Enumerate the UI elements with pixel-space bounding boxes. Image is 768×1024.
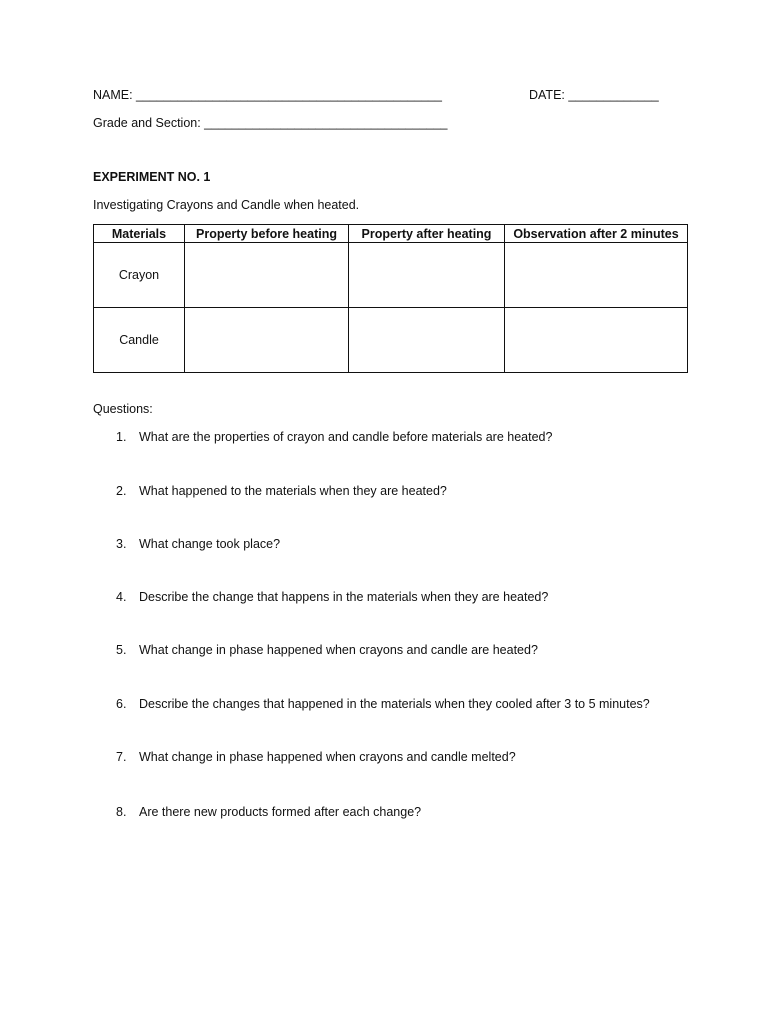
question-number: 6. [116,697,127,711]
question-text: What are the properties of crayon and candle before materials are heated? [139,430,553,444]
question-number: 7. [116,750,127,764]
question-number: 4. [116,590,127,604]
table-header-row [94,225,688,243]
table-header-property-before: Property before heating [185,225,349,243]
property-before-cell [185,308,349,373]
question-text: What change took place? [139,537,281,551]
table-row [94,308,688,373]
experiment-subtitle: Investigating Crayons and Candle when heated. [93,198,360,212]
question-text: Are there new products formed after each change? [139,805,422,819]
material-cell: Candle [94,308,185,373]
question-text: What change in phase happened when crayons and candle melted? [139,750,516,764]
table-row [94,243,688,308]
question-number: 5. [116,643,127,657]
property-after-cell [349,243,505,308]
questions-heading: Questions: [93,402,153,416]
table-header-property-after: Property after heating [349,225,505,243]
question-text: What happened to the materials when they are heated? [139,484,447,498]
question-text: Describe the changes that happened in the materials when they cooled after 3 to 5 minutes? [139,697,650,711]
question-number: 1. [116,430,127,444]
observation-cell [505,308,688,373]
question-number: 8. [116,805,127,819]
property-before-cell [185,243,349,308]
table-header-observation: Observation after 2 minutes [505,225,688,243]
date-field-line: DATE: _____________ [529,88,659,102]
observation-table [93,224,688,373]
material-cell: Crayon [94,243,185,308]
name-field-line: NAME: ____________________________________________ [93,88,442,102]
question-number: 3. [116,537,127,551]
table-header-materials: Materials [94,225,185,243]
grade-section-field-line: Grade and Section: ___________________________________ [93,116,448,130]
experiment-title: EXPERIMENT NO. 1 [93,170,211,184]
question-text: Describe the change that happens in the materials when they are heated? [139,590,549,604]
question-text: What change in phase happened when crayons and candle are heated? [139,643,538,657]
question-number: 2. [116,484,127,498]
observation-cell [505,243,688,308]
property-after-cell [349,308,505,373]
